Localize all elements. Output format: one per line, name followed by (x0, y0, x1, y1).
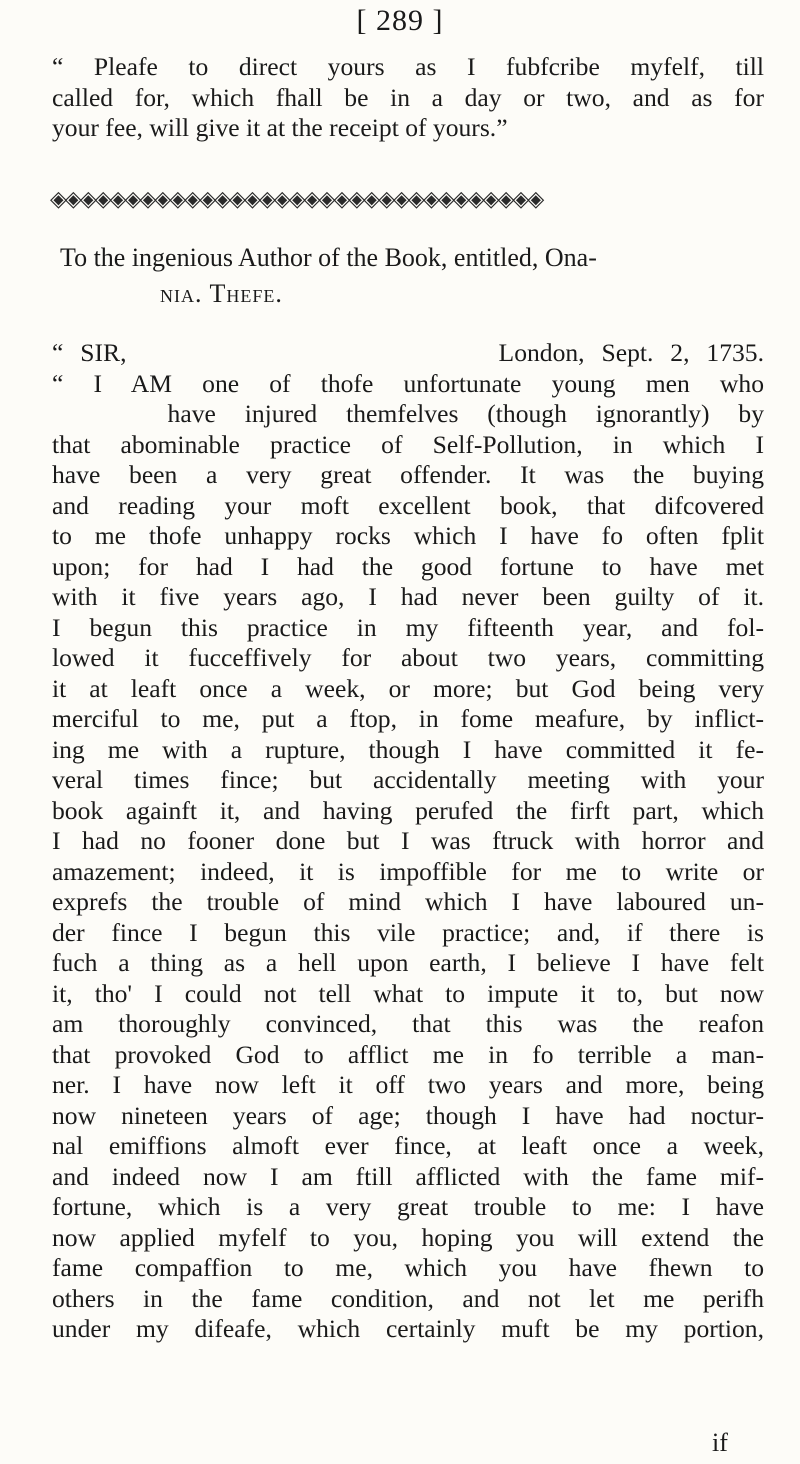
address-line-2: nia. Thefe. (160, 279, 283, 308)
text-line: “ I AM one of thofe unfortunate young men who (52, 368, 764, 398)
text-line: to me thofe unhappy rocks which I have fo often fplit (52, 521, 764, 550)
text-line: your fee, will give it at the receipt of yours.” (52, 113, 508, 142)
address-line-1: To the ingenious Author of the Book, entitled, Ona- (60, 243, 597, 272)
text-line: have injured themfelves (though ignorantly) by (52, 399, 764, 428)
text-line: veral times fince; but accidentally meeting with your (52, 765, 764, 794)
intro-paragraph (52, 52, 764, 144)
text-line: lowed it fucceffively for about two years, committing (52, 643, 764, 672)
text-line: “ SIR, London, Sept. 2, 1735. (52, 338, 764, 367)
ornamental-divider: ◈◈◈◈◈◈◈◈◈◈◈◈◈◈◈◈◈◈◈◈◈◈◈◈◈◈◈◈◈◈◈◈◈ (50, 186, 543, 211)
text-line: fuch a thing as a hell upon earth, I believe I have felt (52, 948, 764, 977)
text-line: it, tho' I could not tell what to impute it to, but now (52, 978, 764, 1008)
text-line: “ Pleafe to direct yours as I fubfcribe myfelf, till (52, 52, 764, 81)
text-line: nal emiffions almoft ever fince, at leaft once a week, (52, 1131, 764, 1160)
text-line: it at leaft once a week, or more; but God being very (52, 673, 764, 703)
text-line: der fince I begun this vile practice; and, if there is (52, 917, 764, 947)
text-line: now applied myfelf to you, hoping you will extend the (52, 1222, 764, 1252)
text-line: have been a very great offender. It was the buying (52, 460, 764, 489)
text-line: exprefs the trouble of mind which I have laboured un- (52, 887, 764, 916)
text-line: I had no fooner done but I was ftruck with horror and (52, 826, 764, 855)
text-line: amazement; indeed, it is impoffible for me to write or (52, 856, 764, 886)
text-line: under my difeafe, which certainly muft be my portion, (52, 1314, 764, 1343)
text-line: with it five years ago, I had never been guilty of it. (52, 582, 764, 611)
text-line: ing me with a rupture, though I have committed it fe- (52, 734, 764, 764)
text-line: others in the fame condition, and not let me perifh (52, 1283, 764, 1313)
text-line: am thoroughly convinced, that this was the reafon (52, 1009, 764, 1038)
page-number: [ 289 ] (356, 4, 444, 37)
text-line: ner. I have now left it off two years and more, being (52, 1070, 764, 1099)
text-line: now nineteen years of age; though I have had noctur- (52, 1100, 764, 1130)
text-line: I begun this practice in my fifteenth year, and fol- (52, 612, 764, 642)
text-line: and indeed now I am ftill afflicted with the fame mif- (52, 1161, 764, 1191)
text-line: book againft it, and having perufed the firft part, which (52, 795, 764, 825)
catchword: if (712, 1428, 728, 1457)
text-line: upon; for had I had the good fortune to have met (52, 551, 764, 581)
text-line: fame compaffion to me, which you have fhewn to (52, 1253, 764, 1282)
text-line: that provoked God to afflict me in fo terrible a man- (52, 1039, 764, 1069)
letter-body (52, 338, 764, 1345)
text-line: and reading your moft excellent book, that difcovered (52, 490, 764, 520)
text-line: merciful to me, put a ftop, in fome meafure, by inflict- (52, 704, 764, 733)
letter-address (60, 240, 760, 312)
text-line: that abominable practice of Self-Pollution, in which I (52, 429, 764, 459)
text-line: called for, which fhall be in a day or two, and as for (52, 82, 764, 112)
text-line: fortune, which is a very great trouble to me: I have (52, 1192, 764, 1221)
